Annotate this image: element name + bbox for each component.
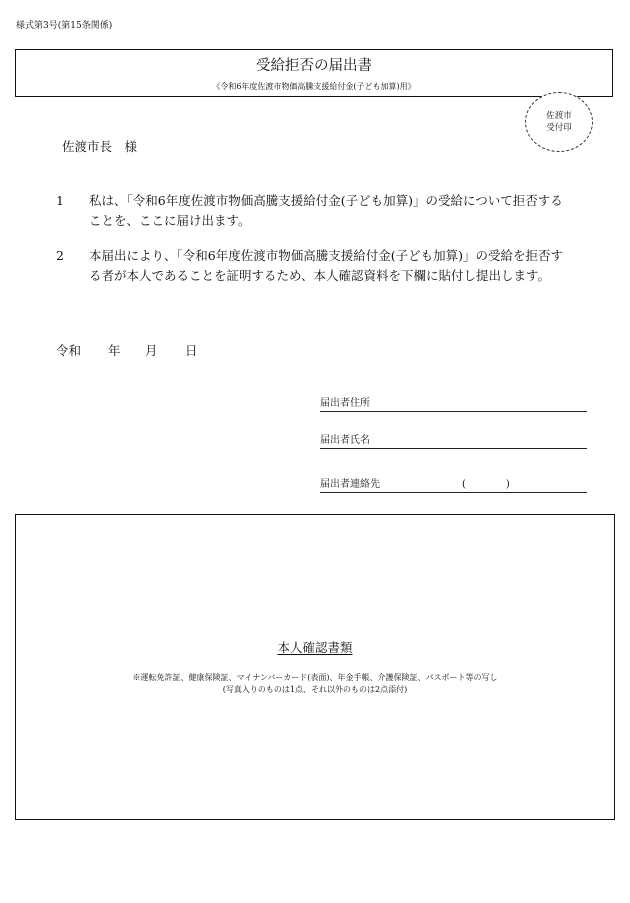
date-day: 日 (185, 343, 198, 358)
item-number: 1 (56, 193, 64, 208)
date-month: 月 (145, 343, 158, 358)
id-section-title: 本人確認書類 (277, 640, 353, 655)
id-note-line-1: ※運転免許証、健康保険証、マイナンバーカード(表面)、年金手帳、介護保険証、パスポート等の写し (132, 673, 498, 682)
id-note-line-2: (写真入りのものは1点、それ以外のものは2点添付) (222, 685, 408, 694)
name-field[interactable] (320, 434, 587, 449)
address-field[interactable] (320, 397, 587, 412)
name-label: 届出者氏名 (320, 435, 370, 446)
address-label: 届出者住所 (320, 398, 370, 409)
statement-item (56, 246, 566, 286)
contact-label: 届出者連絡先 (320, 479, 380, 490)
document-title: 受給拒否の届出書 (256, 58, 372, 74)
title-box (15, 49, 613, 97)
date-era: 令和 (56, 343, 82, 358)
stamp-line-2: 受付印 (546, 123, 572, 133)
id-section-note (16, 672, 614, 696)
form-number: 様式第3号(第15条関係) (16, 21, 113, 31)
item-text: 本届出により、「令和6年度佐渡市物価高騰支援給付金(子ども加算)」の受給を拒否する者が本人であることを証明するため、本人確認資料を下欄に貼付し提出します。 (89, 248, 563, 283)
addressee: 佐渡市長 様 (62, 139, 138, 154)
contact-field[interactable] (320, 478, 587, 493)
item-number: 2 (56, 248, 64, 263)
stamp-line-1: 佐渡市 (546, 111, 572, 121)
statement-item (56, 191, 566, 231)
id-document-box (15, 514, 615, 820)
document-subtitle: 《令和6年度佐渡市物価高騰支援給付金(子ども加算)用》 (212, 82, 416, 91)
item-text: 私は、「令和6年度佐渡市物価高騰支援給付金(子ども加算)」の受給について拒否することを、ここに届け出ます。 (89, 193, 563, 228)
date-line (56, 341, 198, 359)
contact-parentheses: ( ) (462, 479, 510, 490)
date-year: 年 (108, 343, 121, 358)
reception-stamp-area (525, 92, 593, 152)
